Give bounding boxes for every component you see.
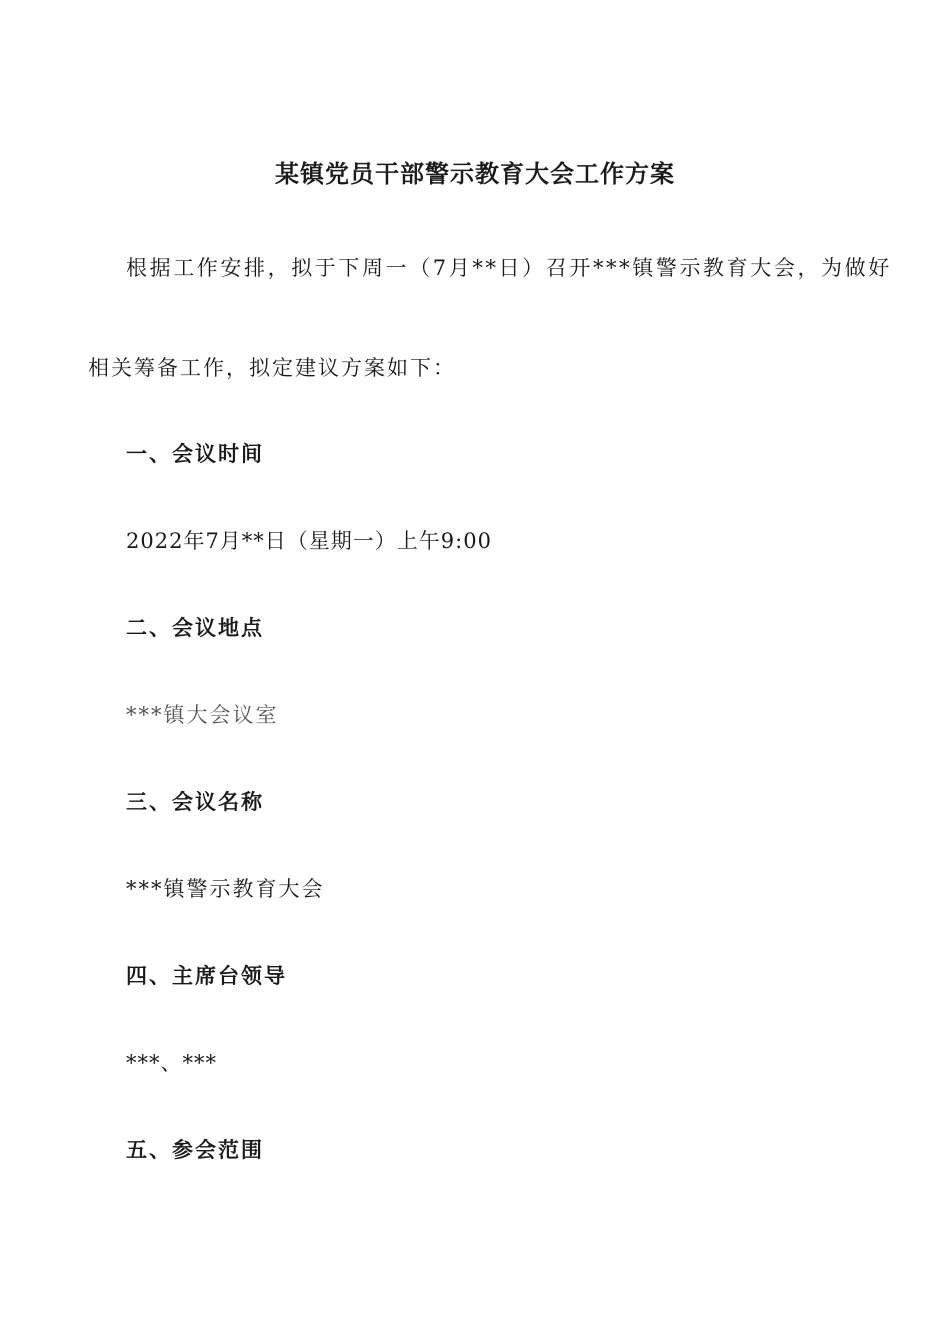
intro-paragraph-line-1: 根据工作安排，拟于下周一（7月**日）召开***镇警示教育大会，为做好: [126, 256, 892, 280]
section-content-meeting-location: ***镇大会议室: [126, 703, 279, 727]
section-heading-meeting-location: 二、会议地点: [126, 615, 264, 640]
section-heading-presidium-leaders: 四、主席台领导: [126, 963, 287, 988]
section-content-meeting-name: ***镇警示教育大会: [126, 877, 325, 901]
section-heading-meeting-time: 一、会议时间: [126, 441, 264, 466]
section-content-presidium-leaders: ***、***: [126, 1051, 217, 1075]
section-content-meeting-time: 2022年7月**日（星期一）上午9:00: [126, 529, 492, 553]
section-heading-meeting-name: 三、会议名称: [126, 789, 264, 814]
document-title: 某镇党员干部警示教育大会工作方案: [275, 159, 675, 188]
section-heading-attendance-scope: 五、参会范围: [126, 1137, 264, 1162]
intro-paragraph-line-2: 相关筹备工作，拟定建议方案如下：: [88, 356, 456, 380]
